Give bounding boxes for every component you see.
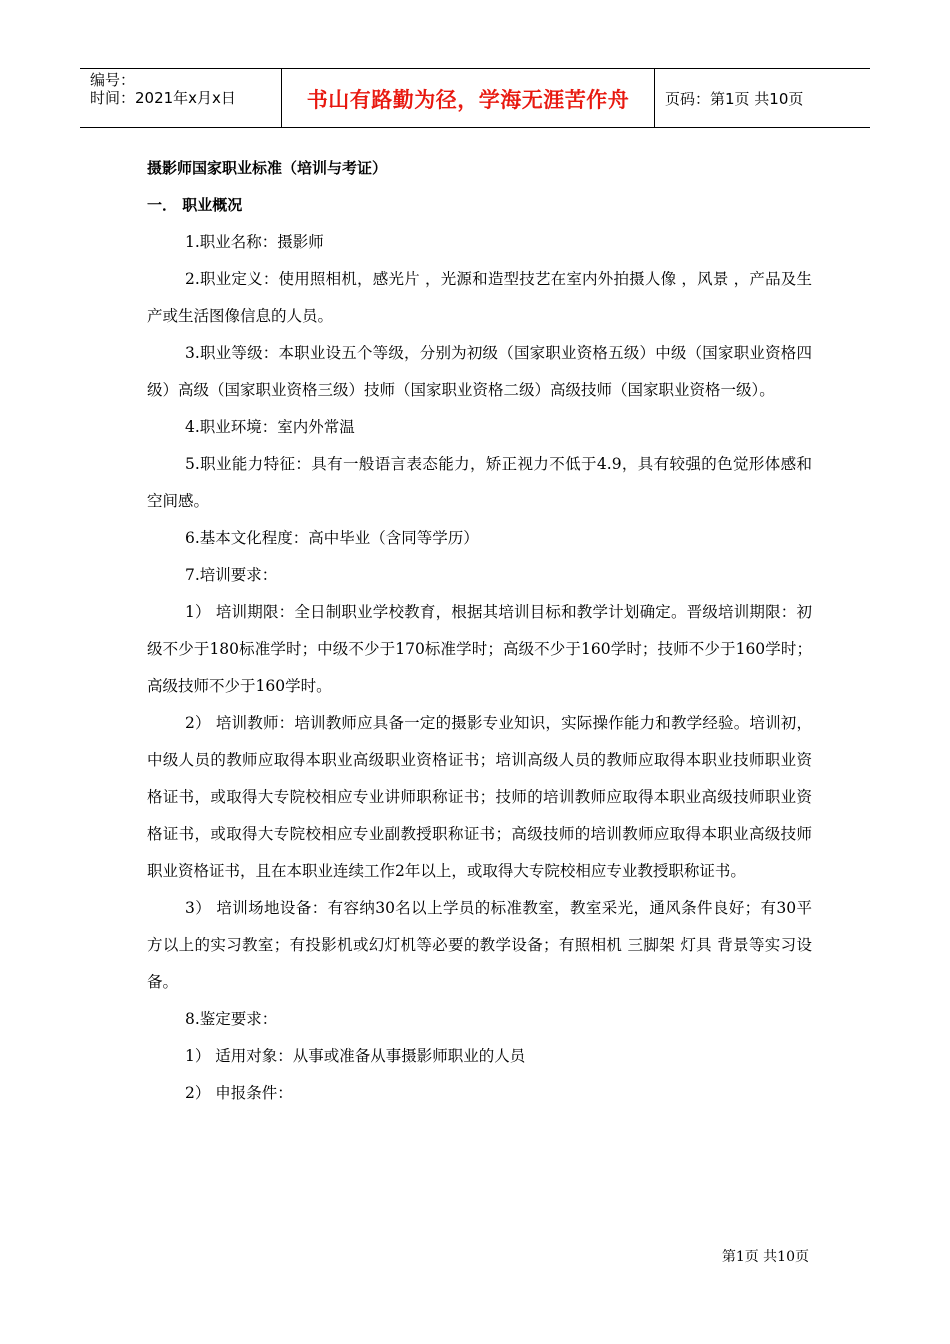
paragraph-item: 1） 适用对象：从事或准备从事摄影师职业的人员 <box>185 1047 526 1065</box>
paragraph-item: 1） 培训期限：全日制职业学校教育，根据其培训目标和教学计划确定。晋级培训期限：初级不少于180标准学时；中级不少于170标准学时；高级不少于160学时；技师不少于160学时；高级技师不少于160学时。 <box>147 603 812 695</box>
paragraph-item: 6.基本文化程度：高中毕业（含同等学历） <box>185 529 479 547</box>
paragraph-item: 5.职业能力特征：具有一般语言表态能力，矫正视力不低于4.9，具有较强的色觉形体感和空间感。 <box>147 455 812 510</box>
header-page-info: 页码：第1页 共10页 <box>665 89 804 108</box>
paragraph-item: 3） 培训场地设备：有容纳30名以上学员的标准教室，教室采光，通风条件良好；有30平方以上的实习教室；有投影机或幻灯机等必要的教学设备；有照相机 三脚架 灯具 背景等实习设备。 <box>147 899 812 991</box>
document-title: 摄影师国家职业标准（培训与考证） <box>147 159 388 177</box>
header-motto-cell <box>282 69 655 127</box>
section-heading: 一． 职业概况 <box>147 196 243 214</box>
paragraph-item: 8.鉴定要求： <box>185 1010 278 1028</box>
paragraph-item: 1.职业名称：摄影师 <box>185 233 324 251</box>
header-meta <box>80 69 282 127</box>
header-page-cell <box>655 69 870 127</box>
motto-text: 书山有路勤为径，学海无涯苦作舟 <box>306 88 630 112</box>
paragraph-item: 7.培训要求： <box>185 566 278 584</box>
paragraph-item: 3.职业等级：本职业设五个等级，分别为初级（国家职业资格五级）中级（国家职业资格四级）高级（国家职业资格三级）技师（国家职业资格二级）高级技师（国家职业资格一级）。 <box>147 344 812 399</box>
paragraph-item: 2） 培训教师：培训教师应具备一定的摄影专业知识，实际操作能力和教学经验。培训初，中级人员的教师应取得本职业高级职业资格证书；培训高级人员的教师应取得本职业技师职业资格证书，或取得大专院校相应专业讲师职称证书；技师的培训教师应取得本职业高级技师职业资格证书，或取得大专院校相应专业副教授职称证书；高级技师的培训教师应取得本职业高级技师职业资格证书，且在本职业连续工作2年以上，或取得大专院校相应专业教授职称证书。 <box>147 714 812 880</box>
document-body <box>147 150 812 1112</box>
page-footer: 第1页 共10页 <box>721 1249 809 1265</box>
date-label: 时间：2021年x月x日 <box>90 89 236 107</box>
paragraph-item: 2.职业定义：使用照相机，感光片 ，光源和造型技艺在室内外拍摄人像 ，风景 ，产品及生产或生活图像信息的人员。 <box>147 270 812 325</box>
paragraph-item: 2） 申报条件： <box>185 1084 293 1102</box>
paragraph-item: 4.职业环境：室内外常温 <box>185 418 355 436</box>
code-label: 编号： <box>90 71 136 89</box>
page-header <box>80 68 870 128</box>
